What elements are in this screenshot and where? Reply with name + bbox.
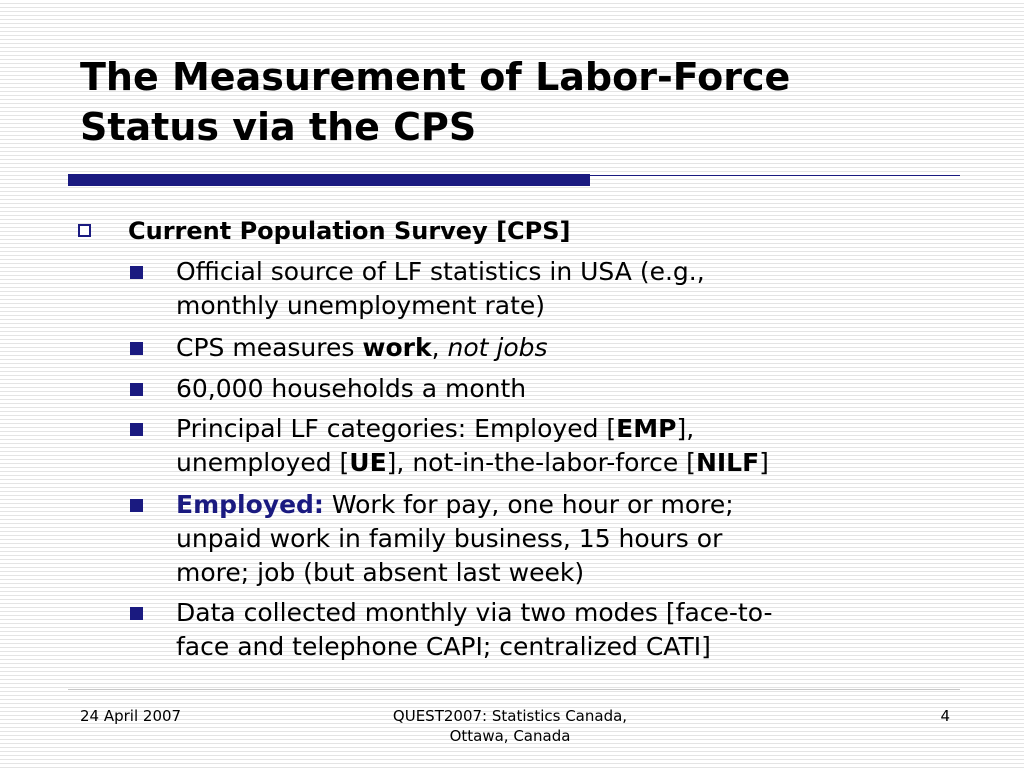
square-bullet-icon <box>130 342 143 355</box>
item-4-nilf: NILF <box>695 448 760 477</box>
item-3-line-1: 60,000 households a month <box>176 374 527 403</box>
item-4-ue: UE <box>349 448 387 477</box>
title-divider-thick <box>68 174 590 186</box>
title-line-1: The Measurement of Labor-Force <box>80 55 791 99</box>
item-1-line-1: Official source of LF statistics in USA (e.g., <box>176 257 705 286</box>
item-4-text-d: unemployed [ <box>176 448 350 477</box>
item-1-line-2: monthly unemployment rate) <box>176 291 546 320</box>
slide-title <box>80 52 980 152</box>
item-5-text-1: Work for pay, one hour or more; <box>323 490 734 519</box>
footer-center-line-2: Ottawa, Canada <box>449 727 571 745</box>
hollow-square-bullet-icon <box>78 224 91 237</box>
item-2-italic: not jobs <box>447 333 548 362</box>
footer-date: 24 April 2007 <box>80 707 182 725</box>
employed-label: Employed: <box>176 490 324 519</box>
item-2-prefix: CPS measures <box>176 333 363 362</box>
title-line-2: Status via the CPS <box>80 105 477 149</box>
footer-center <box>350 706 670 746</box>
item-6-line-2: face and telephone CAPI; centralized CATI] <box>176 632 711 661</box>
item-4-emp: EMP <box>616 414 677 443</box>
item-2-bold: work <box>362 333 432 362</box>
square-bullet-icon <box>130 607 143 620</box>
item-4-text-f: ] <box>759 448 769 477</box>
item-4-text-c: ], <box>676 414 695 443</box>
item-4-line-2 <box>176 446 956 480</box>
main-bullet-text: Current Population Survey [CPS] <box>128 217 571 245</box>
item-5-line-3: more; job (but absent last week) <box>176 558 585 587</box>
item-5-line-2: unpaid work in family business, 15 hours or <box>176 524 723 553</box>
item-4-text-a: Principal LF categories: Employed [ <box>176 414 617 443</box>
item-2-line-1 <box>176 331 956 365</box>
item-4-text-e: ], not-in-the-labor-force [ <box>386 448 696 477</box>
item-2-sep: , <box>431 333 448 362</box>
item-5-line-1 <box>176 488 956 522</box>
footer-divider <box>68 689 960 690</box>
square-bullet-icon <box>130 266 143 279</box>
item-6-line-1: Data collected monthly via two modes [face-to- <box>176 598 773 627</box>
page-number: 4 <box>940 707 950 725</box>
main-bullet-marker <box>78 218 91 237</box>
square-bullet-icon <box>130 423 143 436</box>
item-4-line-1 <box>176 412 956 446</box>
square-bullet-icon <box>130 499 143 512</box>
square-bullet-icon <box>130 383 143 396</box>
footer-center-line-1: QUEST2007: Statistics Canada, <box>392 707 628 725</box>
